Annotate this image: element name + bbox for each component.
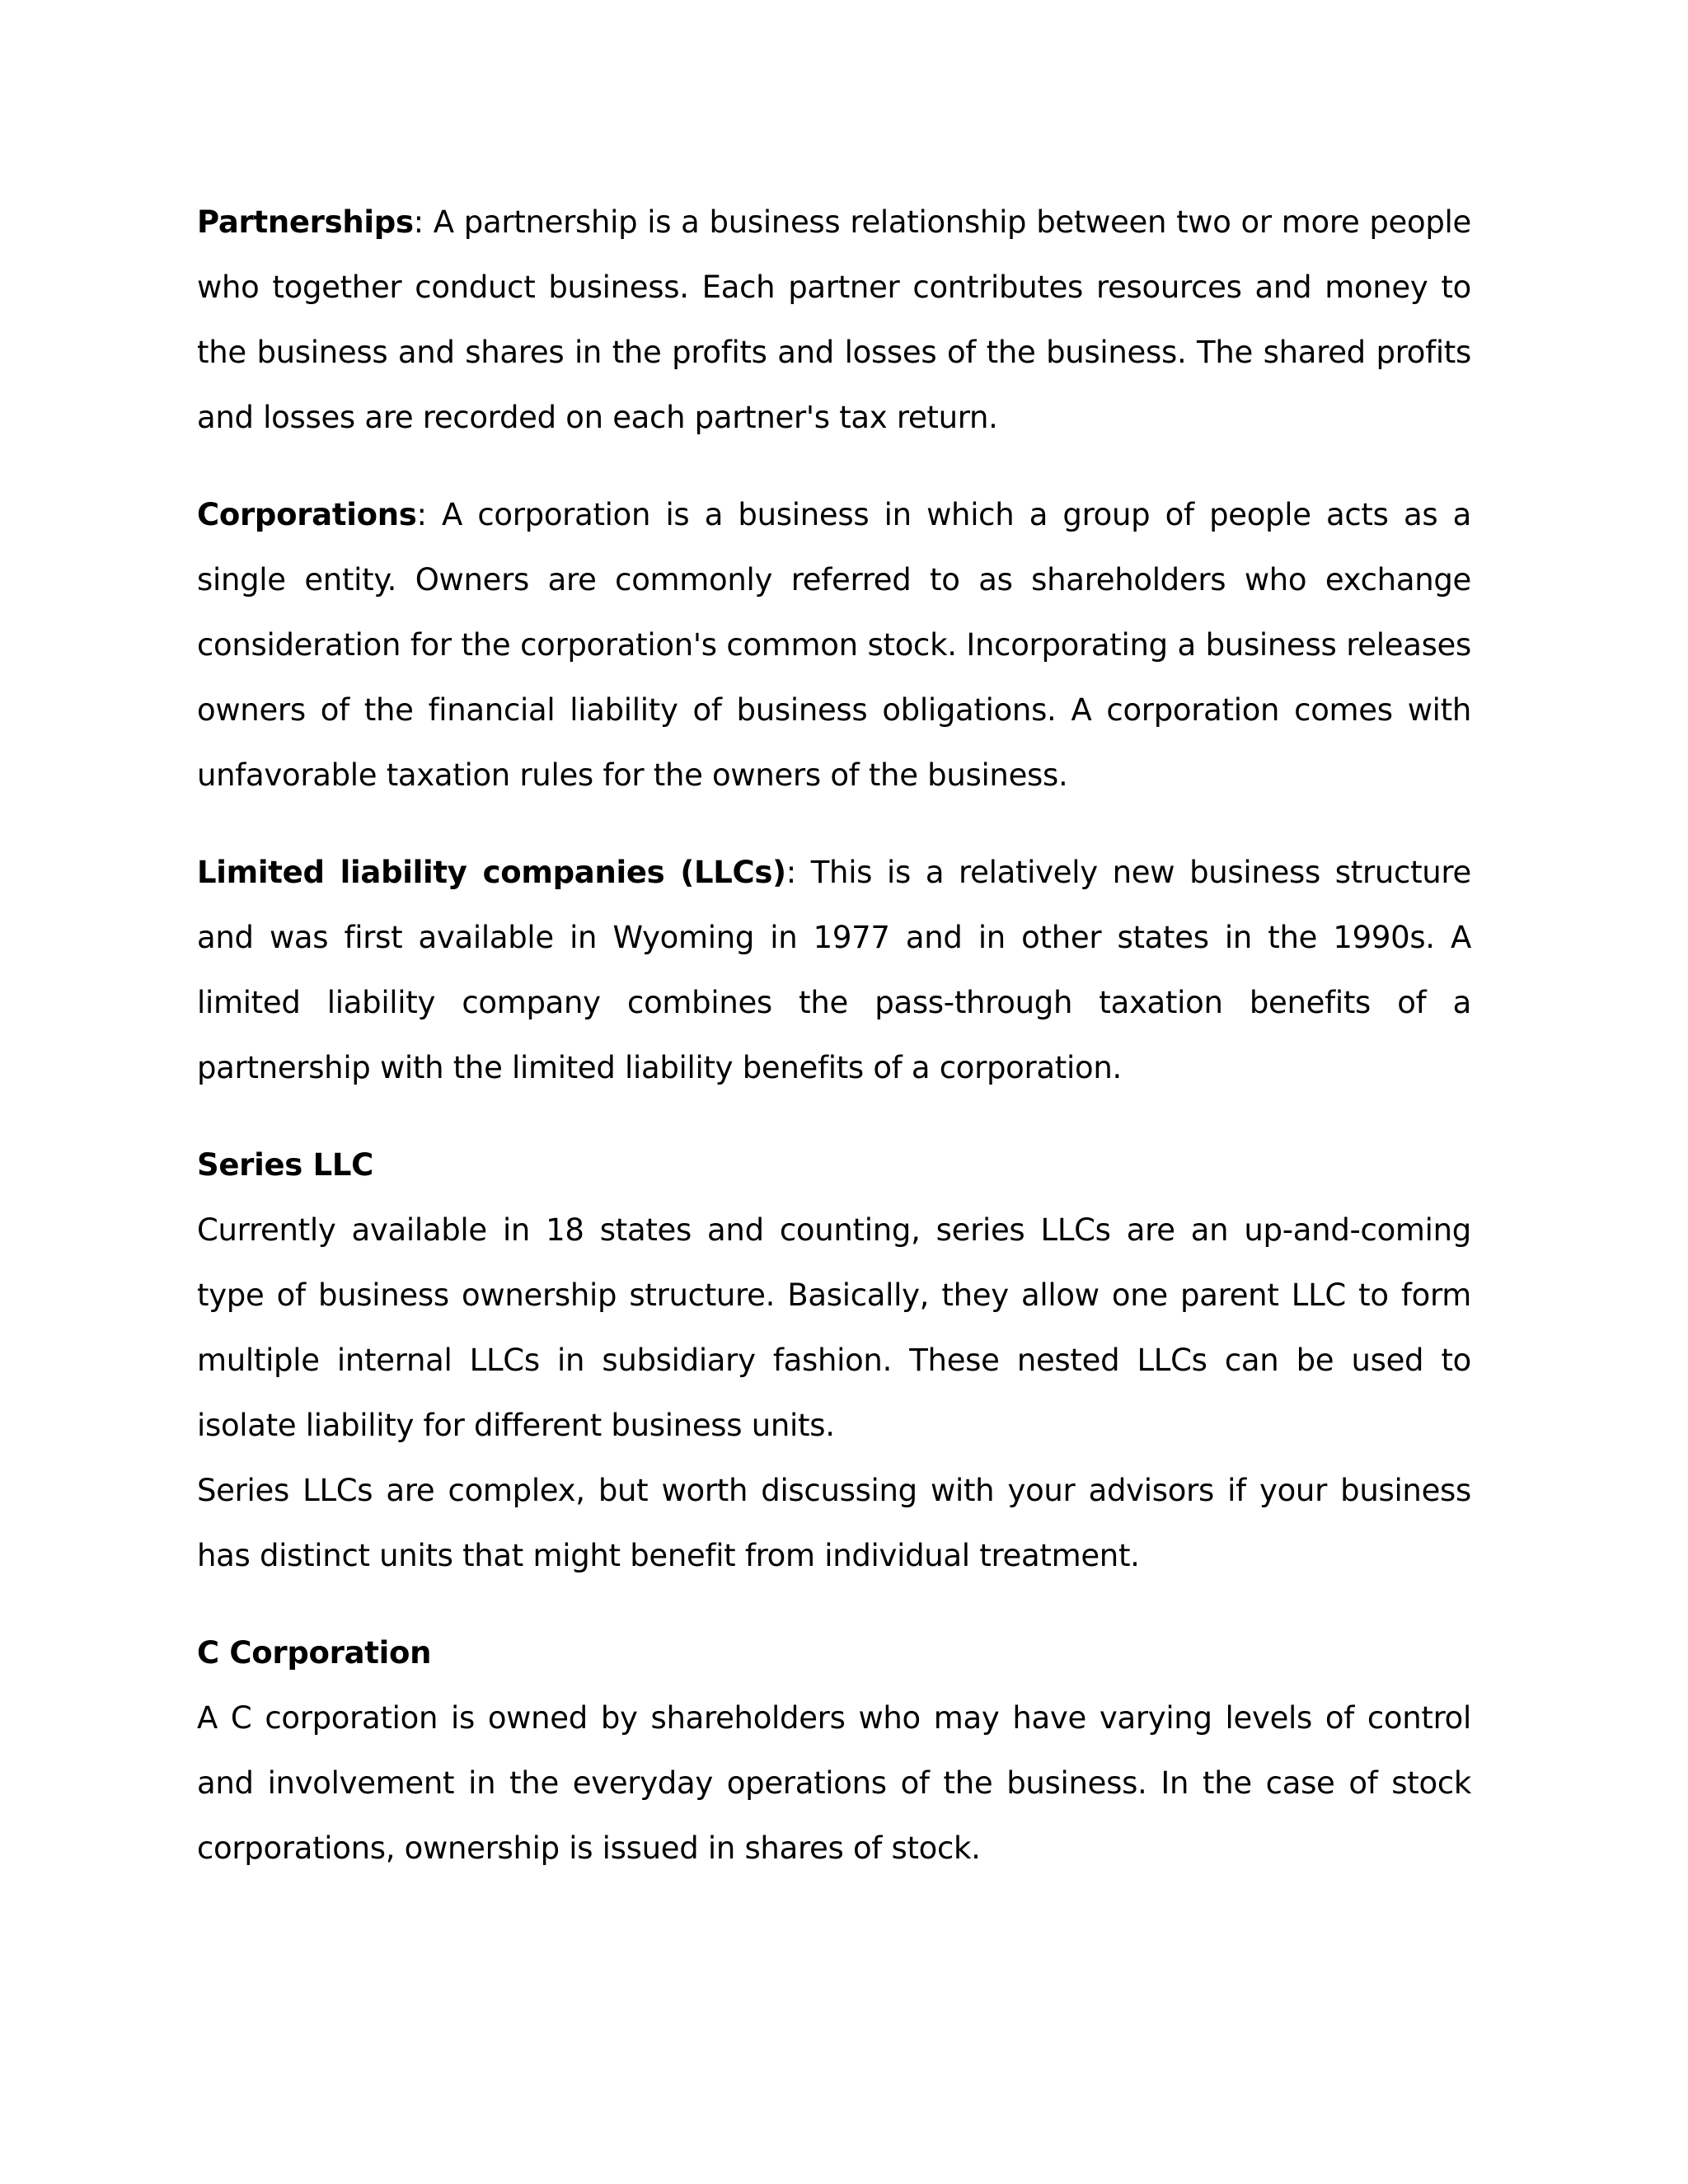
partnerships-separator: : <box>413 204 424 240</box>
document-body <box>197 190 1471 1913</box>
series-llc-paragraph-1: Currently available in 18 states and counting, series LLCs are an up-and-coming type of business ownership structure. Basically, they allow one parent LLC to form multiple internal LLCs in subsidiary fashion. These nested LLCs can be used to isolate liability for different business units. <box>197 1212 1471 1443</box>
series-llc-heading: Series LLC <box>197 1147 373 1183</box>
corporations-term: Corporations <box>197 497 417 532</box>
corporations-paragraph <box>197 482 1471 808</box>
llc-term: Limited liability companies (LLCs) <box>197 855 786 890</box>
partnerships-term: Partnerships <box>197 204 414 240</box>
partnerships-text: A partnership is a business relationship between two or more people who together conduct business. Each partner contributes resources and money to the business and shares in the profits and losses of the business. The shared profits and losses are recorded on each partner's tax return. <box>197 204 1471 435</box>
c-corporation-section <box>197 1620 1471 1881</box>
llc-text: This is a relatively new business structure and was first available in Wyoming in 1977 and in other states in the 1990s. A limited liability company combines the pass-through taxation benefits of a partnership with the limited liability benefits of a corporation. <box>197 855 1471 1085</box>
partnerships-paragraph <box>197 190 1471 450</box>
c-corporation-heading: C Corporation <box>197 1635 432 1671</box>
corporations-text: A corporation is a business in which a group of people acts as a single entity. Owners are commonly referred to as shareholders who exchange consideration for the corporation's common stock. Incorporating a business releases owners of the financial liability of business obligations. A corporation comes with unfavorable taxation rules for the owners of the business. <box>197 497 1471 793</box>
corporations-separator: : <box>416 497 427 532</box>
llc-separator: : <box>785 855 796 890</box>
series-llc-section <box>197 1132 1471 1588</box>
c-corporation-paragraph-1: A C corporation is owned by shareholders who may have varying levels of control and involvement in the everyday operations of the business. In the case of stock corporations, ownership is issued in shares of stock. <box>197 1700 1471 1866</box>
series-llc-paragraph-2: Series LLCs are complex, but worth discussing with your advisors if your business has distinct units that might benefit from individual treatment. <box>197 1473 1471 1573</box>
llc-paragraph <box>197 840 1471 1100</box>
